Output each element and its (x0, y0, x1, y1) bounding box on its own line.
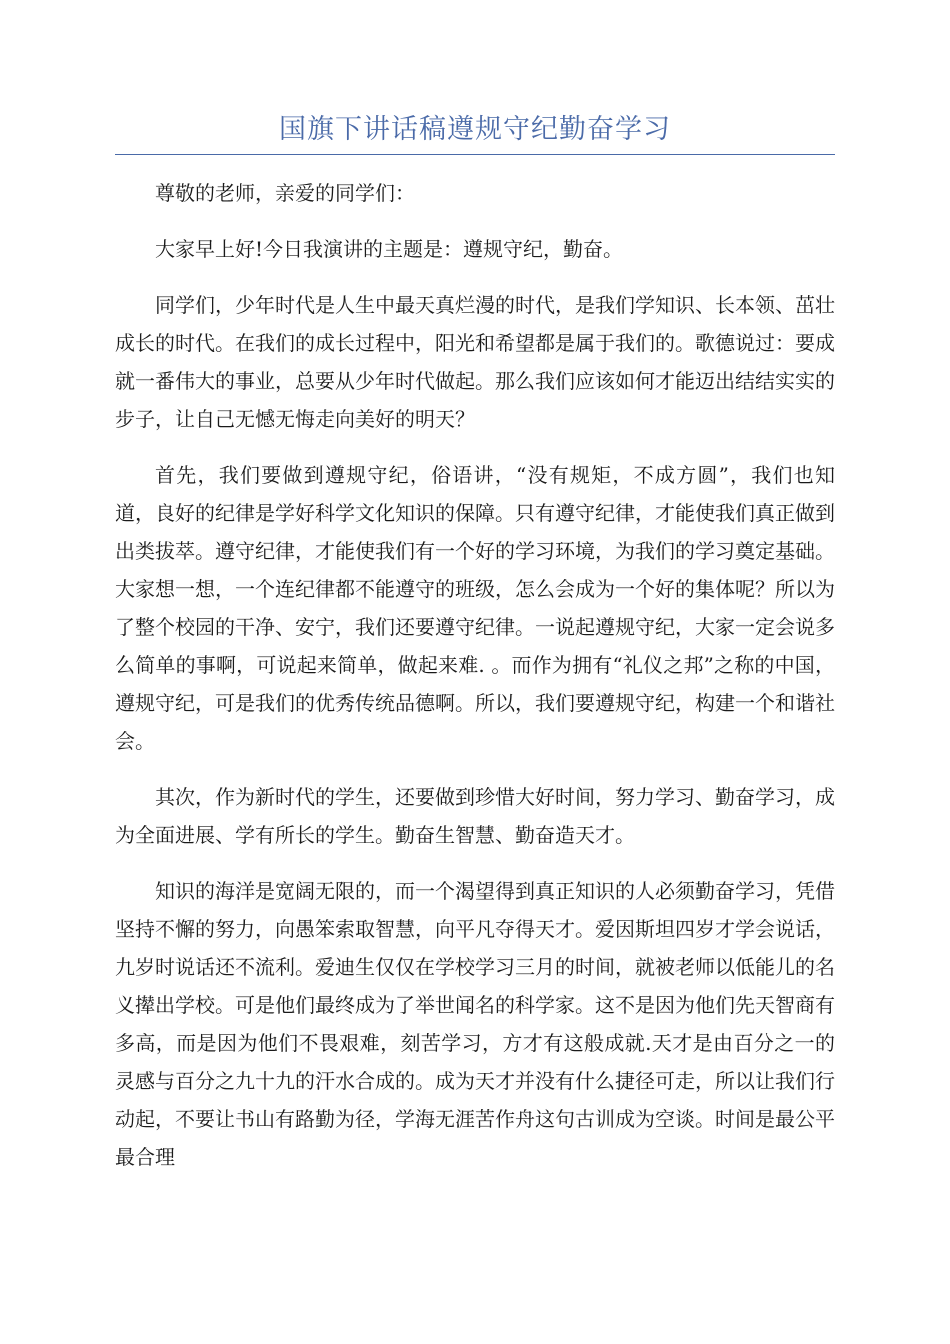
body-paragraph: 知识的海洋是宽阔无限的，而一个渴望得到真正知识的人必须勤奋学习，凭借坚持不懈的努力，向愚笨索取智慧，向平凡夺得天才。爱因斯坦四岁才学会说话，九岁时说话还不流利。爱迪生仅仅在学校学习三月的时间，就被老师以低能儿的名义撵出学校。可是他们最终成为了举世闻名的科学家。这不是因为他们先天智商有多高，而是因为他们不畏艰难，刻苦学习，方才有这般成就.天才是由百分之一的灵感与百分之九十九的汗水合成的。成为天才并没有什么捷径可走，所以让我们行动起，不要让书山有路勤为径，学海无涯苦作舟这句古训成为空谈。时间是最公平最合理 (115, 879, 835, 1169)
body-paragraph: 其次，作为新时代的学生，还要做到珍惜大好时间，努力学习、勤奋学习，成为全面进展、学有所长的学生。勤奋生智慧、勤奋造天才。 (115, 785, 835, 847)
salutation-paragraph: 尊敬的老师，亲爱的同学们： (155, 181, 415, 205)
body-paragraph: 同学们，少年时代是人生中最天真烂漫的时代，是我们学知识、长本领、茁壮成长的时代。在我们的成长过程中，阳光和希望都是属于我们的。歌德说过：要成就一番伟大的事业，总要从少年时代做起。那么我们应该如何才能迈出结结实实的步子，让自己无憾无悔走向美好的明天？ (115, 293, 835, 431)
greeting-paragraph: 大家早上好!今日我演讲的主题是：遵规守纪，勤奋。 (155, 237, 624, 261)
title-underline (115, 154, 835, 155)
document-body (115, 174, 835, 1194)
body-paragraph: 首先，我们要做到遵规守纪，俗语讲，“没有规矩，不成方圆”，我们也知道，良好的纪律是学好科学文化知识的保障。只有遵守纪律，才能使我们真正做到出类拔萃。遵守纪律，才能使我们有一个好的学习环境，为我们的学习奠定基础。大家想一想，一个连纪律都不能遵守的班级，怎么会成为一个好的集体呢？所以为了整个校园的干净、安宁，我们还要遵守纪律。一说起遵规守纪，大家一定会说多么简单的事啊，可说起来简单，做起来难. 。而作为拥有“礼仪之邦”之称的中国，遵规守纪，可是我们的优秀传统品德啊。所以，我们要遵规守纪，构建一个和谐社会。 (115, 463, 835, 753)
document-title: 国旗下讲话稿遵规守纪勤奋学习 (279, 114, 671, 145)
